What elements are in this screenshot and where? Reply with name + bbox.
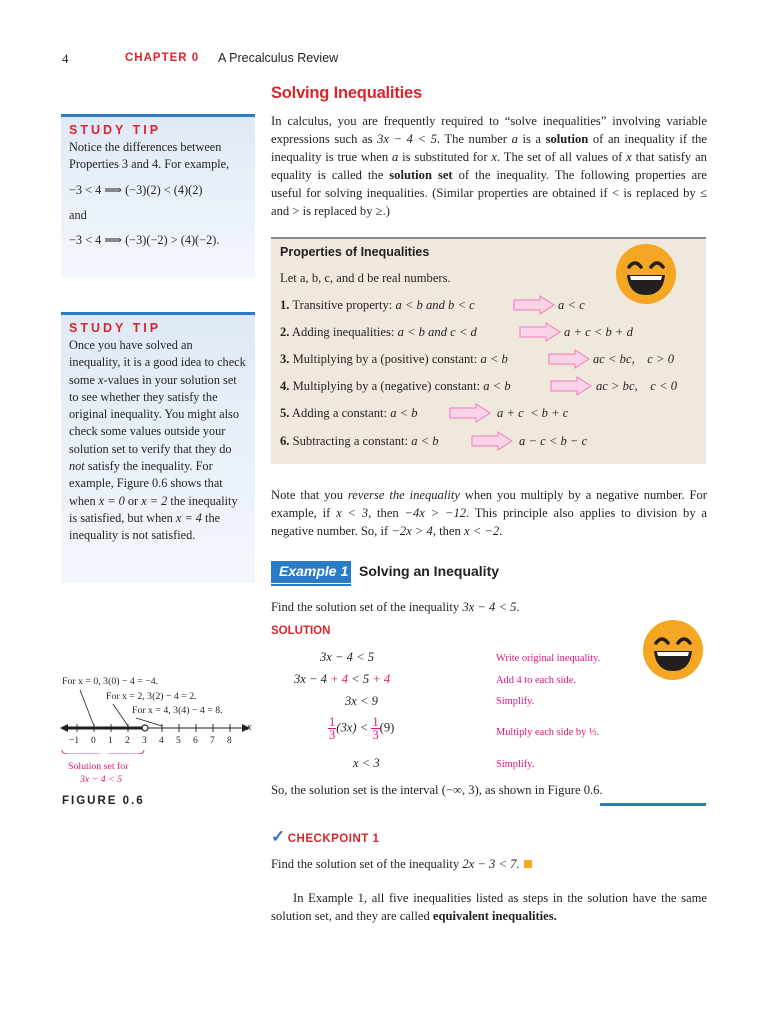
closing-paragraph: In Example 1, all five inequalities listed as steps in the solution have the same solution set, and they are called equivalent inequalities.	[271, 891, 707, 923]
arrow-icon	[513, 295, 555, 315]
checkmark-icon: ✓	[271, 827, 286, 846]
property-row-5: 5. Adding a constant: a < b	[280, 406, 418, 420]
study-tip-heading: STUDY TIP	[69, 123, 162, 137]
study-tip-text: Notice the differences between Properties 3 and 4. For example, −3 < 4 ⟹ (−3)(2) < (4)(2) and −3 < 4 ⟹ (−3)(−2) > (4)(−2).	[69, 140, 230, 248]
arrow-icon	[550, 376, 592, 396]
tick-label: 8	[227, 736, 232, 746]
tick-label: 6	[193, 736, 198, 746]
example-prompt: Find the solution set of the inequality 3x − 4 < 5.	[271, 600, 520, 614]
figure-caption: FIGURE 0.6	[62, 795, 145, 807]
arrow-icon	[548, 349, 590, 369]
tick-label: 7	[210, 736, 215, 746]
property-result-3: ac < bc, c > 0	[593, 352, 674, 366]
study-tip-2	[61, 312, 255, 583]
solution-set-note: Solution set for	[68, 761, 129, 772]
example-underline	[271, 584, 351, 586]
property-result-6: a − c < b − c	[519, 434, 588, 448]
checkpoint-prompt: Find the solution set of the inequality 2x − 3 < 7.	[271, 855, 532, 873]
tick-label: 1	[108, 736, 113, 746]
checkpoint-heading: ✓ CHECKPOINT 1	[271, 827, 380, 846]
example-tag: Example 1	[271, 561, 351, 583]
tick-label: 0	[91, 736, 96, 746]
solution-step-2: 3x − 4 + 4 < 5 + 4	[294, 672, 391, 686]
arrow-icon	[471, 431, 513, 451]
study-tip-1	[61, 114, 255, 277]
tick-label: 4	[159, 736, 164, 746]
end-square-icon	[524, 860, 532, 868]
tick-label: 2	[125, 736, 130, 746]
laughing-face-icon	[642, 619, 704, 681]
arrow-icon	[519, 322, 561, 342]
step-note-3: Simplify.	[496, 696, 535, 707]
figure-note-2: For x = 2, 3(2) − 4 = 2.	[106, 691, 197, 702]
properties-intro: Let a, b, c, and d be real numbers.	[280, 271, 451, 285]
property-row-4: 4. Multiplying by a (negative) constant: a < b	[280, 379, 511, 393]
laughing-face-icon	[615, 243, 677, 305]
step-note-2: Add 4 to each side.	[496, 675, 576, 686]
chapter-label: CHAPTER 0	[125, 52, 200, 64]
example-conclusion: So, the solution set is the interval (−∞, 3), as shown in Figure 0.6.	[271, 783, 603, 797]
solution-set-expr: 3x − 4 < 5	[80, 774, 123, 785]
solution-step-5: x < 3	[353, 756, 380, 770]
property-result-5: a + c < b + c	[497, 406, 569, 420]
note-paragraph: Note that you reverse the inequality when you multiply by a negative number. For example, if x < 3, then −4x > −12. This principle also applies to division by a negative number. So, if −2x > 4, then x < −2.	[271, 488, 707, 538]
step-note-4: Multiply each side by ⅓.	[496, 727, 600, 738]
step-note-5: Simplify.	[496, 759, 535, 770]
property-row-1: 1. Transitive property: a < b and b < c	[280, 298, 475, 312]
properties-title: Properties of Inequalities	[280, 245, 430, 259]
solution-step-4: $\frac{1}{3}$ (3x) < $\frac{1}{3}$ (9)	[329, 715, 395, 742]
step-note-1: Write original inequality.	[496, 653, 601, 664]
property-row-3: 3. Multiplying by a (positive) constant: a < b	[280, 352, 508, 366]
study-tip-text: Once you have solved an inequality, it is a good idea to check some x-values in your solution set to see whether they satisfy the original inequality. You might also check some values outside your solution set to verify that they do not satisfy the inequality. For example, Figure 0.6 shows that when x = 0 or x = 2 the inequality is satisfied, but when x = 4 the inequality is not satisfied.	[69, 338, 246, 543]
tick-label: 5	[176, 736, 181, 746]
axis-variable: x	[247, 722, 252, 733]
property-row-2: 2. Adding inequalities: a < b and c < d	[280, 325, 477, 339]
solution-step-3: 3x < 9	[345, 694, 378, 708]
figure-note-3: For x = 4, 3(4) − 4 = 8.	[132, 705, 223, 716]
study-tip-heading: STUDY TIP	[69, 321, 162, 335]
tick-label: 3	[142, 736, 147, 746]
section-title: Solving Inequalities	[271, 84, 422, 102]
solution-label: SOLUTION	[271, 625, 331, 637]
chapter-title: A Precalculus Review	[218, 51, 339, 65]
tick-label: −1	[69, 736, 80, 746]
property-result-2: a + c < b + d	[564, 325, 633, 339]
section-divider	[600, 803, 706, 806]
solution-step-1: 3x − 4 < 5	[320, 650, 375, 664]
property-row-6: 6. Subtracting a constant: a < b	[280, 434, 439, 448]
figure-note-1: For x = 0, 3(0) − 4 = −4.	[62, 676, 159, 687]
property-result-1: a < c	[558, 298, 585, 312]
page-number: 4	[62, 51, 69, 66]
intro-paragraph: In calculus, you are frequently required to “solve inequalities” involving variable expressions such as 3x − 4 < 5. The number a is a solution of an inequality if the inequality is true when a is substituted for x. The set of all values of x that satisfy an equality is called the solution set of the inequality. The following properties are useful for solving inequalities. (Similar properties are obtained if < is replaced by ≤ and > is replaced by ≥.)	[271, 114, 708, 218]
example-title: Solving an Inequality	[359, 563, 500, 579]
property-result-4: ac > bc, c < 0	[596, 379, 677, 393]
arrow-icon	[449, 403, 491, 423]
